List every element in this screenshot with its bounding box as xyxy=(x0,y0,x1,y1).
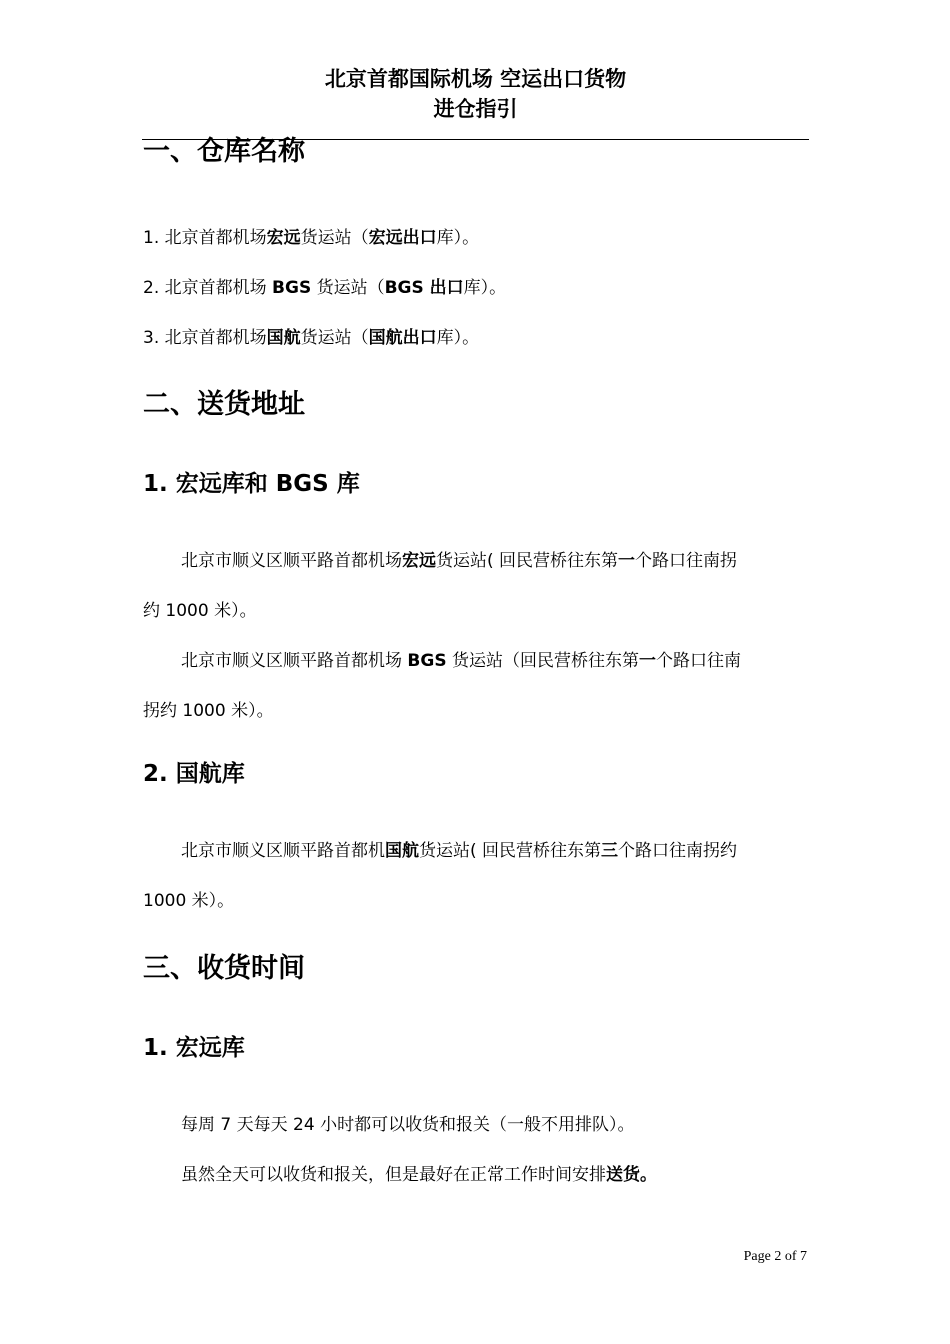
hours-paragraph: 每周 7 天每天 24 小时都可以收货和报关（一般不用排队）。 xyxy=(181,1115,635,1135)
hours-note-paragraph: 虽然全天可以收货和报关，但是最好在正常工作时间安排送货。 xyxy=(181,1165,657,1185)
list-item: 2. 北京首都机场 BGS 货运站（BGS 出口库）。 xyxy=(143,278,507,298)
subsection-heading-hongyuan: 1. 宏远库 xyxy=(143,1035,245,1061)
list-item: 1. 北京首都机场宏远货运站（宏远出口库）。 xyxy=(143,228,480,248)
document-title: 北京首都国际机场 空运出口货物 xyxy=(324,67,627,91)
section-heading-receiving-hours: 三、收货时间 xyxy=(143,953,305,984)
subsection-heading-air-china: 2. 国航库 xyxy=(143,761,245,787)
page-number: Page 2 of 7 xyxy=(743,1249,807,1264)
address-paragraph-line: 1000 米）。 xyxy=(143,891,235,911)
address-paragraph-line: 北京市顺义区顺平路首都机国航货运站( 回民营桥往东第三个路口往南拐约 xyxy=(181,841,738,861)
page-header xyxy=(142,64,809,140)
address-paragraph-line: 北京市顺义区顺平路首都机场宏远货运站( 回民营桥往东第一个路口往南拐 xyxy=(181,551,738,571)
document-subtitle: 进仓指引 xyxy=(433,97,518,121)
list-item: 3. 北京首都机场国航货运站（国航出口库）。 xyxy=(143,328,480,348)
section-heading-warehouse-names: 一、仓库名称 xyxy=(143,136,305,167)
address-paragraph-line: 拐约 1000 米）。 xyxy=(143,701,274,721)
address-paragraph-line: 北京市顺义区顺平路首都机场 BGS 货运站（回民营桥往东第一个路口往南 xyxy=(181,651,741,671)
address-paragraph-line: 约 1000 米）。 xyxy=(143,601,257,621)
section-heading-delivery-address: 二、送货地址 xyxy=(143,389,305,420)
subsection-heading-hongyuan-bgs: 1. 宏远库和 BGS 库 xyxy=(143,471,360,497)
